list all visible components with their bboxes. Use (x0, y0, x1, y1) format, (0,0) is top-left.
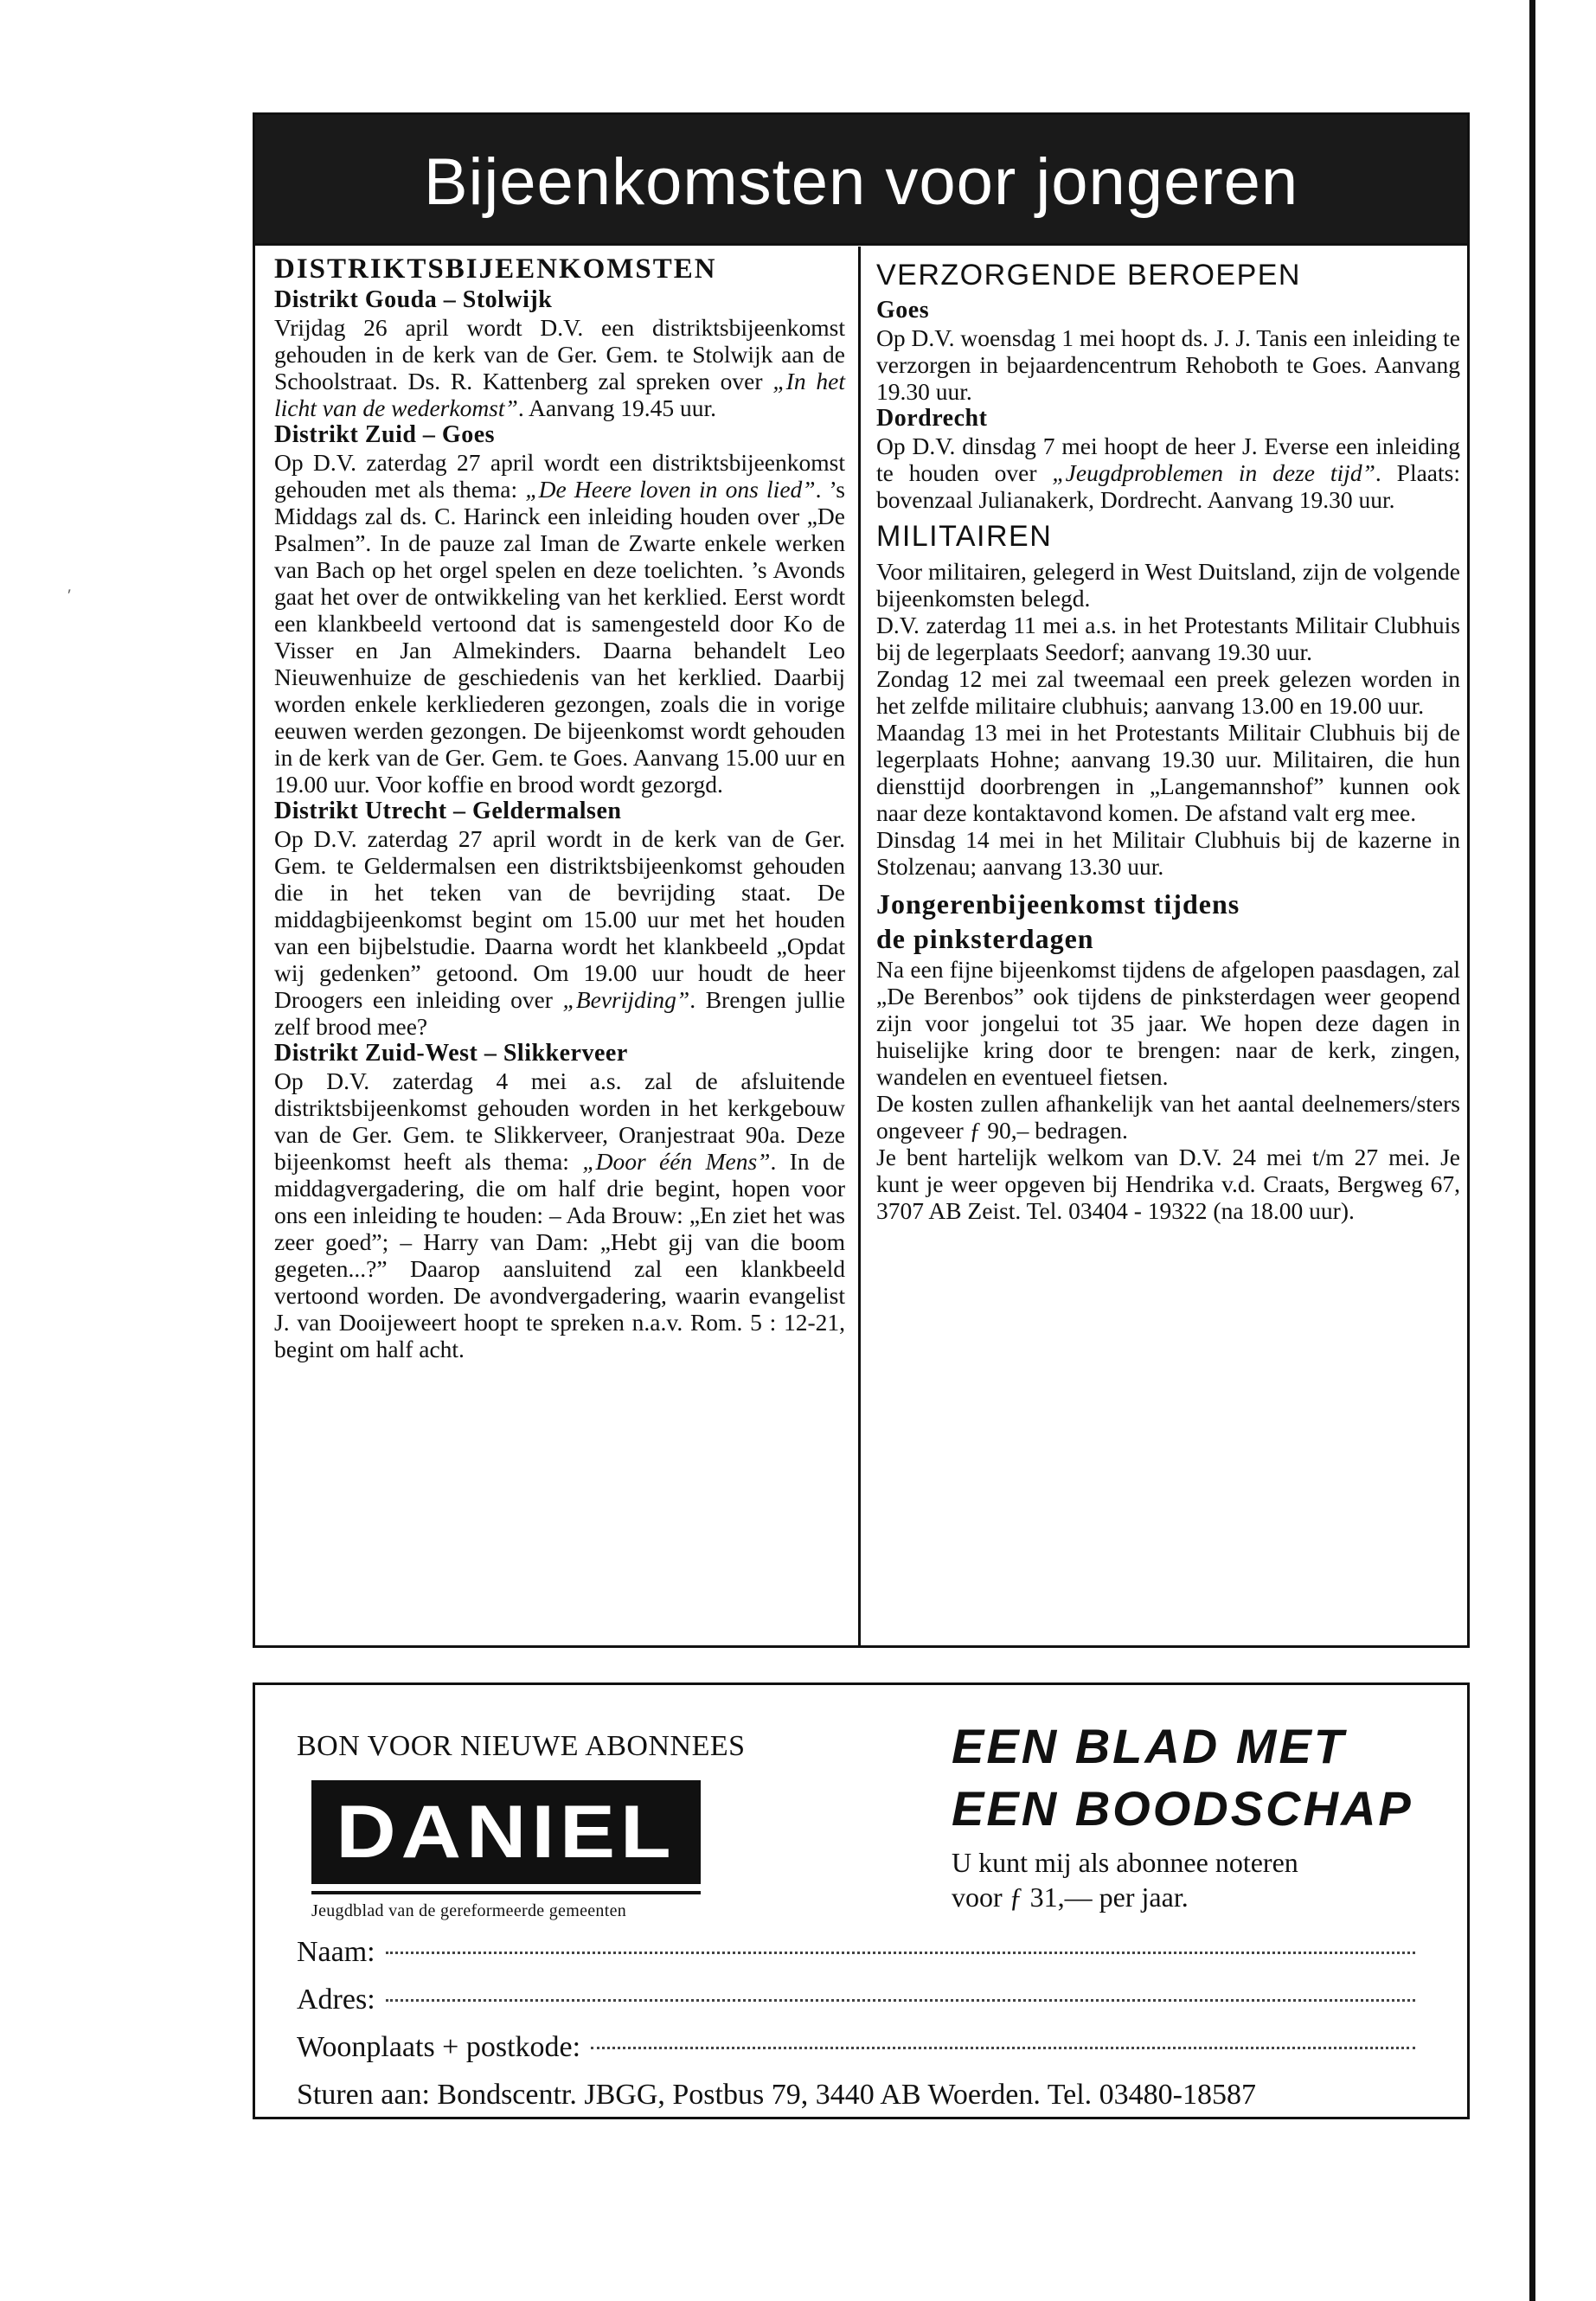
text-run: . Aanvang 19.45 uur. (517, 394, 716, 421)
subscription-offer (952, 1845, 1298, 1914)
send-to-address: Sturen aan: Bondscentr. JBGG, Postbus 79, 3440 AB Woerden. Tel. 03480-18587 (297, 2079, 1256, 2111)
offer-line-2: voor ƒ 31,— per jaar. (952, 1881, 1189, 1913)
militairen-paragraphs (876, 558, 1460, 880)
section-title: Goes (876, 297, 930, 324)
italic-text: „In het licht van de wederkomst” (274, 368, 845, 421)
section-title: Distrikt Utrecht – Geldermalsen (274, 798, 622, 824)
banner (255, 115, 1467, 246)
daniel-logo (311, 1780, 701, 1884)
section-body (876, 433, 1460, 513)
adres-field[interactable] (297, 1984, 1415, 2016)
right-column (876, 252, 1460, 1224)
pinkster-paragraphs (876, 956, 1460, 1224)
left-column (274, 252, 845, 1362)
subscription-coupon (253, 1682, 1470, 2119)
woonplaats-label: Woonplaats + postkode: (297, 2031, 581, 2063)
paragraph: Maandag 13 mei in het Protestants Militair Clubhuis bij de legerplaats Hohne; aanvang 19.30 uur. Militairen, die hun diensttijd doorbrengen in „Langemannshof” kunnen ook naar deze kontaktavond komen. De afstand valt erg mee. (876, 719, 1460, 826)
section-body (274, 314, 845, 421)
slogan-line-2: EEN BOODSCHAP (952, 1781, 1413, 1836)
section-title: Dordrecht (876, 405, 988, 432)
logo-rule (311, 1891, 701, 1894)
paragraph: Na een fijne bijeenkomst tijdens de afgelopen paasdagen, zal „De Berenbos” ook tijdens de pinksterdagen weer geopend zijn voor jongelui tot 35 jaar. We hopen deze dagen in huiselijke kring door te brengen: naar de kerk, zingen, wandelen en eventueel fietsen. (876, 956, 1460, 1090)
section-body (274, 825, 845, 1040)
woonplaats-input-line[interactable] (591, 2047, 1415, 2049)
paragraph: Zondag 12 mei zal tweemaal een preek gelezen worden in het zelfde militaire clubhuis; aanvang 13.00 en 19.00 uur. (876, 665, 1460, 719)
adres-input-line[interactable] (386, 1999, 1415, 2002)
section-title: Distrikt Zuid-West – Slikkerveer (274, 1040, 628, 1067)
banner-title: Bijeenkomsten voor jongeren (423, 144, 1299, 219)
beroepen-heading: VERZORGENDE BEROEPEN (876, 259, 1301, 292)
text-run: Vrijdag 26 april wordt D.V. een distriktsbijeenkomst gehouden in de kerk van de Ger. Gem. te Stolwijk aan de Schoolstraat. Ds. R. Kattenberg zal spreken over (274, 314, 845, 394)
woonplaats-field[interactable] (297, 2031, 1415, 2064)
section-body (876, 324, 1460, 405)
paragraph: Voor militairen, gelegerd in West Duitsland, zijn de volgende bijeenkomsten belegd. (876, 558, 1460, 612)
coupon-heading: BON VOOR NIEUWE ABONNEES (297, 1730, 746, 1762)
page-edge-bar (1529, 0, 1535, 2301)
paragraph: De kosten zullen afhankelijk van het aantal deelnemers/sters ongeveer ƒ 90,– bedragen. (876, 1090, 1460, 1144)
text-run: Op D.V. dinsdag 7 mei hoopt de heer J. Everse een inleiding te houden over (876, 433, 1460, 486)
adres-label: Adres: (297, 1984, 375, 2016)
text-run: . Brengen jullie zelf brood mee? (274, 986, 845, 1040)
pinkster-heading-line-2: de pinksterdagen (876, 923, 1094, 954)
logo-subtitle: Jeugdblad van de gereformeerde gemeenten (311, 1901, 627, 1920)
section-body (274, 1067, 845, 1362)
italic-text: „Jeugdproblemen in deze tijd” (1052, 459, 1375, 486)
stray-mark: ⸴ (67, 580, 72, 597)
logo-word: DANIEL (336, 1790, 676, 1874)
slogan-line-1: EEN BLAD MET (952, 1719, 1346, 1773)
district-sections (274, 286, 845, 1362)
offer-line-1: U kunt mij als abonnee noteren (952, 1847, 1298, 1878)
text-run: Op D.V. woensdag 1 mei hoopt ds. J. J. Tanis een inleiding te verzorgen in bejaardencentrum Rehoboth te Goes. Aanvang 19.30 uur. (876, 324, 1460, 405)
text-run: . ’s Middags zal ds. C. Harinck een inleiding houden over „De Psalmen”. In de pauze zal Iman de Zwarte enkele werken van Bach op het orgel spelen en deze toelichten. ’s Avonds gaat het over de ontwikkeling van het kerklied. Eerst wordt een klankbeeld vertoond dat is samengesteld door Ko de Visser en Jan Almekinders. Daarna behandelt Leo Nieuwenhuize de geschiedenis van het kerklied. Daarbij worden enkele kerkliederen gezongen, zoals die in vorige eeuwen werden gezongen. De bijeenkomst wordt gehouden in de kerk van de Ger. Gem. te Goes. Aanvang 15.00 uur en 19.00 uur. Voor koffie en brood wordt gezorgd. (274, 476, 846, 798)
italic-text: „Door één Mens” (582, 1148, 771, 1175)
text-run: Op D.V. zaterdag 4 mei a.s. zal de afsluitende distriktsbijeenkomst gehouden worden in het kerkgebouw van de Ger. Gem. te Slikkerveer, Oranjestraat 90a. Deze bijeenkomst heeft als thema: (274, 1067, 845, 1175)
text-run: . In de middagvergadering, die om half drie begint, hopen voor ons een inleiding te houden: – Ada Brouw: „En ziet het was zeer goed”; – Harry van Dam: „Hebt gij van die boom gegeten...?” Daarop aansluitend zal een klankbeeld vertoond worden. De avondvergadering, waarin evangelist J. van Dooijeweert hoopt te spreken n.a.v. Rom. 5 : 12-21, begint om half acht. (274, 1148, 845, 1362)
naam-label: Naam: (297, 1936, 375, 1968)
paragraph: Je bent hartelijk welkom van D.V. 24 mei t/m 27 mei. Je kunt je weer opgeven bij Hendrika v.d. Craats, Bergweg 67, 3707 AB Zeist. Tel. 03404 - 19322 (na 18.00 uur). (876, 1144, 1460, 1224)
distrikts-heading: DISTRIKTSBIJEENKOMSTEN (274, 253, 717, 285)
text-run: Op D.V. zaterdag 27 april wordt in de kerk van de Ger. Gem. te Geldermalsen een distriktsbijeenkomst gehouden die in het teken van de bevrijding staat. De middagbijeenkomst begint om 15.00 uur met het houden van een bijbelstudie. Daarna wordt het klankbeeld „Opdat wij gedenken” getoond. Om 19.00 uur houdt de heer Droogers een inleiding over (274, 825, 845, 1013)
announcements-frame (253, 112, 1470, 1648)
text-run: Op D.V. zaterdag 27 april wordt een distriktsbijeenkomst gehouden met als thema: (274, 449, 845, 503)
paragraph: Dinsdag 14 mei in het Militair Clubhuis bij de kazerne in Stolzenau; aanvang 13.30 uur. (876, 826, 1460, 880)
paragraph: D.V. zaterdag 11 mei a.s. in het Protestants Militair Clubhuis bij de legerplaats Seedorf; aanvang 19.30 uur. (876, 612, 1460, 665)
section-title: Distrikt Gouda – Stolwijk (274, 286, 553, 313)
beroepen-sections (876, 297, 1460, 513)
section-title: Distrikt Zuid – Goes (274, 421, 496, 448)
section-body (274, 449, 845, 798)
pinkster-heading-line-1: Jongerenbijeenkomst tijdens (876, 888, 1240, 920)
militairen-heading: MILITAIREN (876, 520, 1053, 553)
text-run: . Plaats: bovenzaal Julianakerk, Dordrecht. Aanvang 19.30 uur. (876, 459, 1460, 513)
italic-text: „Bevrijding” (562, 986, 690, 1013)
column-divider (858, 247, 861, 1645)
italic-text: „De Heere loven in ons lied” (525, 476, 816, 503)
naam-input-line[interactable] (386, 1952, 1415, 1954)
naam-field[interactable] (297, 1936, 1415, 1969)
